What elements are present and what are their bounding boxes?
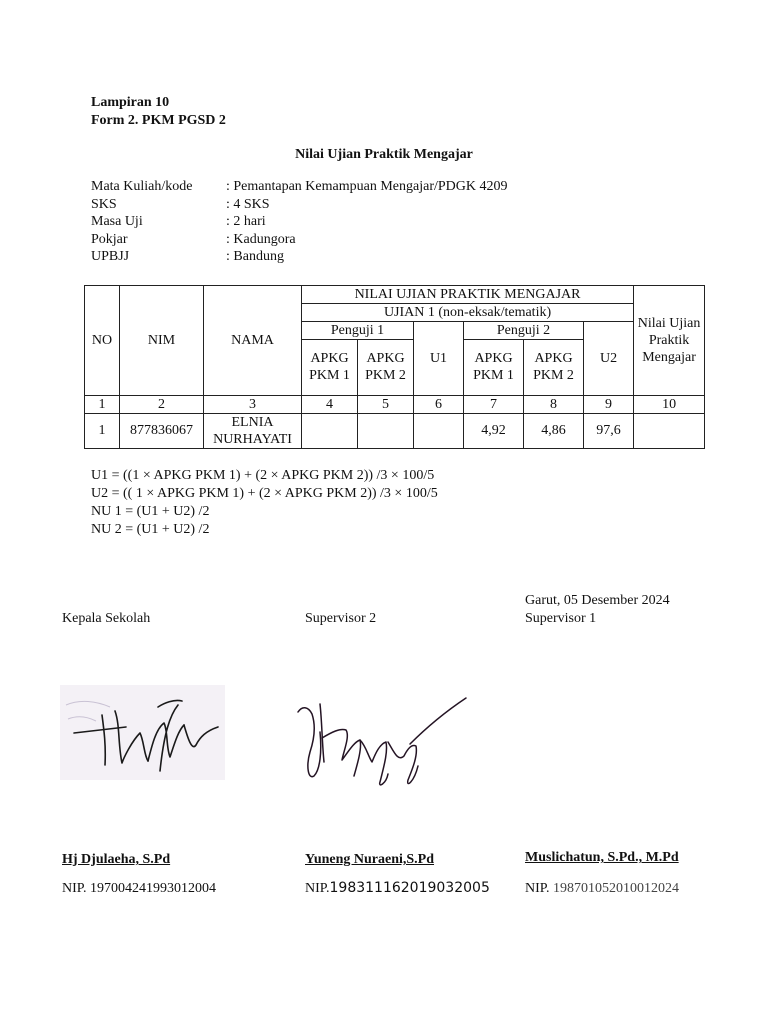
formula-nu2: NU 2 = (U1 + U2) /2	[91, 522, 210, 537]
header-apkg-pkm1-examiner1: APKG PKM 1	[302, 340, 358, 395]
info-label: UPBJJ	[91, 249, 130, 265]
name-supervisor-1: Muslichatun, S.Pd., M.Pd	[525, 850, 679, 865]
info-row-upbjj	[91, 248, 508, 266]
formula-notes	[91, 467, 438, 539]
cell-apkg-pkm1-examiner1	[302, 413, 358, 448]
formula-u2: U2 = (( 1 × APKG PKM 1) + (2 × APKG PKM 2)) /3 × 100/5	[91, 486, 438, 501]
cell-nim: 877836067	[120, 413, 204, 448]
cell-u2: 97,6	[584, 413, 634, 448]
header-final-score: Nilai Ujian Praktik Mengajar	[634, 286, 705, 396]
nip-label: NIP.	[305, 881, 330, 896]
form-label: Form 2. PKM PGSD 2	[91, 113, 226, 128]
table-row	[85, 413, 705, 448]
cell-apkg-pkm1-examiner2: 4,92	[464, 413, 524, 448]
name-kepala-sekolah: Hj Djulaeha, S.Pd	[62, 852, 171, 867]
header-u1: U1	[414, 322, 464, 395]
info-value: : 2 hari	[226, 214, 266, 230]
nip-kepala-sekolah	[62, 881, 282, 897]
info-row-sks	[91, 196, 508, 214]
formula-nu1: NU 1 = (U1 + U2) /2	[91, 504, 210, 519]
document-header	[91, 94, 226, 130]
course-info	[91, 178, 508, 266]
signature-kepala-sekolah	[60, 685, 225, 780]
nip-label: NIP.	[525, 881, 554, 896]
column-number: 4	[302, 395, 358, 413]
column-number: 10	[634, 395, 705, 413]
info-row-duration	[91, 213, 508, 231]
appendix-label: Lampiran 10	[91, 95, 170, 110]
info-row-course	[91, 178, 508, 196]
cell-nama: ELNIA NURHAYATI	[204, 413, 302, 448]
info-label: SKS	[91, 196, 117, 212]
header-nim: NIM	[120, 286, 204, 396]
column-number: 6	[414, 395, 464, 413]
header-examiner-1: Penguji 1	[302, 322, 414, 340]
role-supervisor-2: Supervisor 2	[305, 611, 377, 626]
info-row-pokjar	[91, 231, 508, 249]
info-value: : Kadungora	[226, 231, 296, 247]
nip-label: NIP.	[62, 881, 91, 896]
header-apkg-pkm2-examiner1: APKG PKM 2	[358, 340, 414, 395]
nip-value: 198701052010012024	[553, 881, 680, 896]
info-label: Pokjar	[91, 231, 128, 247]
column-number: 3	[204, 395, 302, 413]
column-number-row	[85, 395, 705, 413]
column-number: 7	[464, 395, 524, 413]
place-date: Garut, 05 Desember 2024	[525, 593, 670, 608]
cell-u1	[414, 413, 464, 448]
header-exam: UJIAN 1 (non-eksak/tematik)	[302, 304, 634, 322]
nip-value: 197004241993012004	[90, 881, 217, 896]
nip-value: 198311162019032005	[329, 880, 490, 896]
role-supervisor-1: Supervisor 1	[525, 611, 597, 626]
info-label: Mata Kuliah/kode	[91, 179, 193, 194]
header-group: NILAI UJIAN PRAKTIK MENGAJAR	[302, 286, 634, 304]
nip-supervisor-2	[305, 880, 525, 897]
header-u2: U2	[584, 322, 634, 395]
cell-no: 1	[85, 413, 120, 448]
info-value: : Bandung	[226, 249, 284, 265]
header-apkg-pkm1-examiner2: APKG PKM 1	[464, 340, 524, 395]
name-supervisor-2: Yuneng Nuraeni,S.Pd	[305, 852, 435, 867]
column-number: 5	[358, 395, 414, 413]
formula-u1: U1 = ((1 × APKG PKM 1) + (2 × APKG PKM 2)) /3 × 100/5	[91, 468, 435, 483]
info-label: Masa Uji	[91, 214, 143, 230]
column-number: 2	[120, 395, 204, 413]
header-nama: NAMA	[204, 286, 302, 396]
info-value: : 4 SKS	[226, 196, 270, 212]
cell-apkg-pkm2-examiner2: 4,86	[524, 413, 584, 448]
info-value: : Pemantapan Kemampuan Mengajar/PDGK 4209	[226, 179, 508, 194]
role-kepala-sekolah: Kepala Sekolah	[62, 611, 151, 626]
nip-supervisor-1	[525, 881, 745, 897]
cell-final-score	[634, 413, 705, 448]
column-number: 1	[85, 395, 120, 413]
column-number: 8	[524, 395, 584, 413]
header-no: NO	[85, 286, 120, 396]
page-title: Nilai Ujian Praktik Mengajar	[295, 147, 473, 162]
header-apkg-pkm2-examiner2: APKG PKM 2	[524, 340, 584, 395]
column-number: 9	[584, 395, 634, 413]
cell-apkg-pkm2-examiner1	[358, 413, 414, 448]
signature-supervisor-2	[292, 692, 472, 790]
header-examiner-2: Penguji 2	[464, 322, 584, 340]
grades-table	[84, 285, 705, 449]
